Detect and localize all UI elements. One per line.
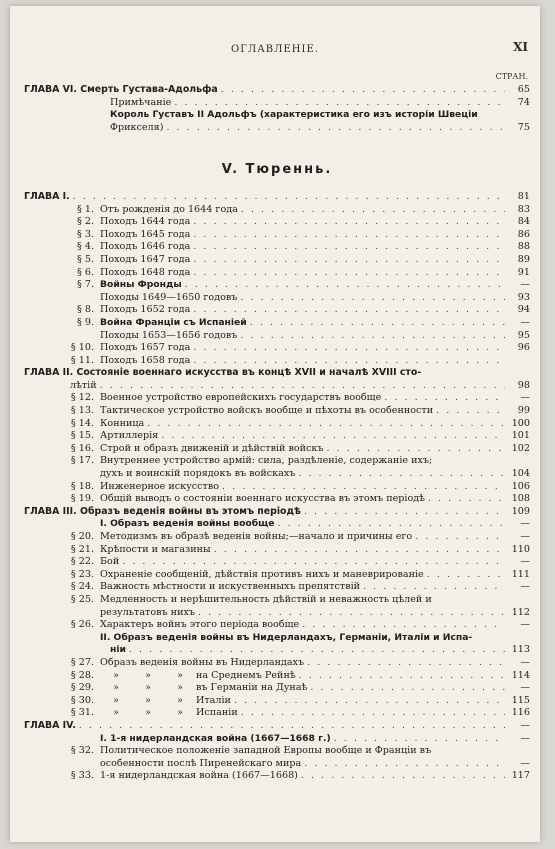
toc-entry — [24, 97, 530, 110]
section-number: § 21. — [70, 543, 94, 555]
page-ref: — — [520, 392, 530, 404]
pages-column-label: СТРАН. — [495, 72, 528, 81]
toc-entry — [24, 531, 530, 544]
section-number: § 27. — [70, 656, 94, 668]
section-title: Походъ 1646 года — [100, 241, 191, 253]
page-ref: 96 — [517, 342, 530, 354]
entry-title: Примѣчаніе — [110, 96, 172, 108]
page-ref: — — [520, 757, 530, 769]
toc-entry — [24, 229, 530, 242]
toc-entry — [24, 443, 530, 456]
ditto-mark: » — [145, 694, 151, 706]
section-title: Политическое положеніе западной Европы вообще и Франціи въ — [100, 745, 432, 757]
section-title: Походъ 1652 года — [100, 304, 191, 316]
section-number: § 12. — [70, 392, 94, 404]
section-title: Отъ рожденія до 1644 года — [100, 203, 238, 215]
chapter-title: ГЛАВА III. Образъ веденія войны въ этомъ періодѣ — [24, 505, 301, 517]
leader-dots — [384, 392, 505, 405]
subpart-number: I. — [100, 518, 107, 530]
chapter-row — [24, 191, 530, 204]
section-title: Походъ 1648 года — [100, 266, 191, 278]
section-list — [24, 745, 530, 783]
subpart-row — [24, 632, 530, 645]
section-title: Характеръ войнъ этого періода вообще — [100, 619, 300, 631]
toc-entry — [24, 569, 530, 582]
section-number: § 2. — [77, 216, 94, 228]
leader-dots — [122, 556, 505, 569]
toc-entry — [24, 493, 530, 506]
section-number: § 16. — [70, 442, 94, 454]
page-ref: 108 — [511, 493, 530, 505]
leader-dots — [307, 657, 505, 670]
section-title: Инженерное искусство — [100, 480, 220, 492]
leader-dots — [250, 317, 505, 330]
chapter-title: ГЛАВА VI. Смерть Густава-Адольфа — [24, 84, 218, 95]
section-title: Тактическое устройство войскъ вообще и пѣхоты въ особенности — [100, 405, 434, 417]
table-of-contents — [24, 78, 530, 783]
section-number: § 31. — [70, 707, 94, 719]
leader-dots — [193, 304, 505, 317]
section-title: Война Франціи съ Испаніей — [100, 316, 247, 328]
section-title: Охраненіе сообщеній, дѣйствія противъ нихъ и маневрированіе — [100, 568, 424, 580]
chapter-title: ГЛАВА I. — [24, 190, 70, 202]
section-number: § 4. — [77, 241, 94, 253]
section-title-cont: результатовъ нихъ — [100, 606, 195, 618]
page-ref: — — [520, 719, 530, 731]
toc-entry — [24, 695, 530, 708]
section-title: Конница — [100, 417, 145, 429]
section-list — [24, 204, 530, 368]
toc-entry-cont — [24, 607, 530, 620]
toc-entry — [24, 241, 530, 254]
leader-dots — [363, 581, 505, 594]
section-title: Италіи — [196, 694, 231, 706]
section-title: Походъ 1647 года — [100, 253, 191, 265]
toc-entry — [24, 405, 530, 418]
leader-dots — [327, 443, 505, 456]
section-number: § 6. — [77, 266, 94, 278]
ditto-mark: » — [113, 682, 119, 694]
toc-entry-cont — [24, 468, 530, 481]
toc-entry — [24, 279, 530, 292]
page-ref: 74 — [517, 96, 530, 108]
section-number: § 22. — [70, 556, 94, 568]
leader-dots — [193, 229, 505, 242]
page-ref: — — [520, 581, 530, 593]
leader-dots — [310, 682, 505, 695]
ditto-mark: » — [177, 682, 183, 694]
section-title: Крѣпости и магазины — [100, 543, 211, 555]
toc-entry — [24, 594, 530, 607]
section-number: § 13. — [70, 405, 94, 417]
section-number: § 23. — [70, 568, 94, 580]
section-number: § 33. — [70, 770, 94, 782]
leader-dots — [185, 279, 505, 292]
leader-dots — [193, 342, 505, 355]
page-ref: 89 — [517, 253, 530, 265]
toc-entry — [24, 418, 530, 431]
toc-entry — [24, 109, 530, 122]
toc-entry — [24, 556, 530, 569]
toc-entry — [24, 216, 530, 229]
section-title: Военное устройство европейскихъ государствъ вообще — [100, 392, 382, 404]
chapter-title: ГЛАВА II. Состояніе военнаго искусства въ концѣ XVII и началѣ XVIII сто- — [24, 367, 422, 379]
leader-dots — [147, 418, 505, 431]
leader-dots — [193, 267, 505, 280]
entry-title: Король Густавъ II Адольфъ (характеристика его изъ исторіи Швеціи — [110, 109, 478, 121]
page-ref: 104 — [511, 468, 530, 480]
page-ref: 116 — [511, 707, 530, 719]
section-number: § 8. — [77, 304, 94, 316]
page-ref: — — [520, 279, 530, 291]
page-ref: — — [520, 619, 530, 631]
section-title: Общій выводъ о состояніи военнаго искусства въ этомъ періодѣ — [100, 493, 425, 505]
leader-dots — [301, 770, 505, 783]
section-title: на Среднемъ Рейнѣ — [196, 669, 296, 681]
subpart-title-cont: ніи — [110, 644, 126, 656]
section-number: § 24. — [70, 581, 94, 593]
ditto-mark: » — [145, 707, 151, 719]
section-number: § 18. — [70, 480, 94, 492]
ditto-mark: » — [177, 669, 183, 681]
chapter-row — [24, 367, 530, 380]
page-ref: 95 — [517, 329, 530, 341]
section-title: Артиллерія — [100, 430, 159, 442]
section-title: 1-я нидерландская война (1667—1668) — [100, 770, 298, 782]
ditto-mark: » — [113, 694, 119, 706]
chapter-title-cont: лѣтій — [70, 379, 97, 391]
section-list — [24, 531, 530, 632]
ditto-mark: » — [113, 707, 119, 719]
leader-dots — [214, 544, 505, 557]
ditto-mark: » — [145, 682, 151, 694]
toc-entry-cont — [24, 758, 530, 771]
leader-dots — [241, 204, 505, 217]
section-title: Походъ 1645 года — [100, 228, 191, 240]
leader-dots — [222, 481, 505, 494]
page-ref: 93 — [517, 291, 530, 303]
section-title: Бой — [100, 556, 120, 568]
leader-dots — [240, 330, 505, 343]
subpart-title: Образъ веденія войны въ Нидерландахъ, Германіи, Италіи и Испа- — [113, 631, 473, 643]
leader-dots — [234, 695, 505, 708]
leader-dots — [161, 430, 505, 443]
page-ref: 65 — [517, 84, 530, 95]
toc-entry — [24, 481, 530, 494]
page-ref: 91 — [517, 266, 530, 278]
toc-entry — [24, 455, 530, 468]
section-title: Походъ 1657 года — [100, 342, 191, 354]
toc-entry — [24, 544, 530, 557]
section-number: § 20. — [70, 531, 94, 542]
toc-entry — [24, 670, 530, 683]
section-number: § 26. — [70, 619, 94, 631]
chapter-row — [24, 506, 530, 519]
subpart-number: II. — [100, 631, 111, 643]
toc-entry — [24, 317, 530, 330]
page-ref: 106 — [511, 480, 530, 492]
page-ref: 115 — [511, 694, 530, 706]
section-number: § 15. — [70, 430, 94, 442]
leader-dots — [298, 468, 505, 481]
subpart-row-cont — [24, 644, 530, 657]
section-title: Важность мѣстности и искуственныхъ препятствій — [100, 581, 361, 593]
leader-dots — [302, 619, 505, 632]
subpart-title: Образъ веденія войны вообще — [110, 518, 275, 530]
section-title: въ Германіи на Дунаѣ — [196, 682, 308, 694]
section-list — [24, 392, 530, 505]
leader-dots — [436, 405, 505, 418]
chapter-title: ГЛАВА IV. — [24, 719, 76, 731]
section-number: § 14. — [70, 417, 94, 429]
page-ref: 98 — [517, 379, 530, 391]
page-number: XI — [513, 40, 528, 54]
page-ref: 83 — [517, 203, 530, 215]
page-ref: 109 — [511, 505, 530, 517]
page-ref: 112 — [511, 606, 530, 618]
toc-entry — [24, 355, 530, 368]
subpart-title: 1-я нидерландская война (1667—1668 г.) — [110, 732, 331, 744]
section-title: Строй и образъ движеній и дѣйствій войскъ — [100, 442, 324, 454]
toc-entry — [24, 430, 530, 443]
toc-entry — [24, 330, 530, 343]
leader-dots — [299, 670, 505, 683]
page-ref: 99 — [517, 405, 530, 417]
page-ref: — — [520, 556, 530, 568]
section-title: Внутреннее устройство армій: сила, раздѣленіе, содержаніе ихъ; — [100, 455, 433, 467]
toc-entry-cont — [24, 122, 530, 135]
page-ref: 102 — [511, 442, 530, 454]
toc-entry — [24, 682, 530, 695]
section-number: § 25. — [70, 593, 94, 605]
entry-title-cont: Фрикселя) — [110, 121, 164, 133]
page-ref: 94 — [517, 304, 530, 316]
leader-dots — [193, 254, 505, 267]
section-title: Походы 1649—1650 годовъ — [100, 291, 238, 303]
toc-entry — [24, 204, 530, 217]
leader-dots — [198, 607, 505, 620]
page-ref: 113 — [511, 644, 530, 656]
book-page — [10, 6, 540, 842]
toc-entry — [24, 657, 530, 670]
section-number: § 9. — [77, 316, 94, 328]
page-ref: 110 — [511, 543, 530, 555]
page-ref: — — [520, 518, 530, 530]
section-number: § 28. — [70, 669, 94, 681]
page-ref: 114 — [511, 669, 530, 681]
section-title-cont: духъ и воинскій порядокъ въ войскахъ — [100, 468, 296, 480]
page-ref: 88 — [517, 241, 530, 253]
ditto-mark: » — [145, 669, 151, 681]
toc-entry — [24, 392, 530, 405]
toc-entry — [24, 770, 530, 783]
toc-entry — [24, 581, 530, 594]
subpart-row — [24, 518, 530, 531]
page-ref: — — [520, 316, 530, 328]
leader-dots — [427, 569, 505, 582]
subpart-number: I. — [100, 732, 107, 744]
page-ref: — — [520, 732, 530, 744]
toc-entry — [24, 707, 530, 720]
section-title: Методизмъ въ образѣ веденія войны;—начало и причины его — [100, 531, 413, 542]
ditto-mark: » — [177, 707, 183, 719]
section-title: Походы 1653—1656 годовъ — [100, 329, 238, 341]
ditto-mark: » — [177, 694, 183, 706]
section-number: § 11. — [70, 354, 94, 366]
page-ref: — — [520, 656, 530, 668]
leader-dots — [193, 355, 505, 368]
part-title: V. Тюреннь. — [221, 162, 333, 178]
leader-dots — [428, 493, 505, 506]
page-ref: 101 — [511, 430, 530, 442]
page-ref: 117 — [511, 770, 530, 782]
section-title: Походъ 1644 года — [100, 216, 191, 228]
ditto-mark: » — [113, 669, 119, 681]
leader-dots — [193, 241, 505, 254]
toc-entry — [24, 304, 530, 317]
section-title-cont: особенности послѣ Пиренейскаго мира — [100, 757, 302, 769]
toc-entry — [24, 745, 530, 758]
page-ref: 100 — [511, 417, 530, 429]
section-title: Войны Фронды — [100, 279, 182, 291]
leader-dots — [193, 216, 505, 229]
leader-dots — [240, 292, 505, 305]
page-ref: 111 — [511, 568, 530, 580]
toc-entry — [24, 84, 530, 97]
leader-dots — [415, 531, 505, 544]
toc-entry — [24, 292, 530, 305]
section-number: § 5. — [77, 253, 94, 265]
section-number: § 7. — [77, 279, 94, 291]
page-ref: 86 — [517, 228, 530, 240]
chapter-row — [24, 720, 530, 733]
toc-entry — [24, 619, 530, 632]
subpart-row — [24, 733, 530, 746]
section-title: Испаніи — [196, 707, 238, 719]
leader-dots — [304, 758, 505, 771]
page-ref: — — [520, 682, 530, 694]
section-title: Походъ 1658 года — [100, 354, 191, 366]
chapter-row-cont — [24, 380, 530, 393]
leader-dots — [241, 707, 505, 720]
toc-entry — [24, 267, 530, 280]
section-list — [24, 657, 530, 720]
page-ref: — — [520, 531, 530, 542]
page-ref: 75 — [517, 121, 530, 133]
page-ref: 81 — [517, 190, 530, 202]
section-number: § 1. — [77, 203, 94, 215]
toc-entry — [24, 254, 530, 267]
toc-entry — [24, 342, 530, 355]
section-number: § 29. — [70, 682, 94, 694]
section-number: § 30. — [70, 694, 94, 706]
section-number: § 10. — [70, 342, 94, 354]
section-number: § 3. — [77, 228, 94, 240]
section-number: § 19. — [70, 493, 94, 505]
page-ref: 84 — [517, 216, 530, 228]
section-number: § 32. — [70, 745, 94, 757]
section-title: Образъ веденія войны въ Нидерландахъ — [100, 656, 305, 668]
running-head: ОГЛАВЛЕНІЕ. — [231, 44, 319, 55]
section-number: § 17. — [70, 455, 94, 467]
section-title: Медленность и нерѣшительность дѣйствій и неважность цѣлей и — [100, 593, 432, 605]
